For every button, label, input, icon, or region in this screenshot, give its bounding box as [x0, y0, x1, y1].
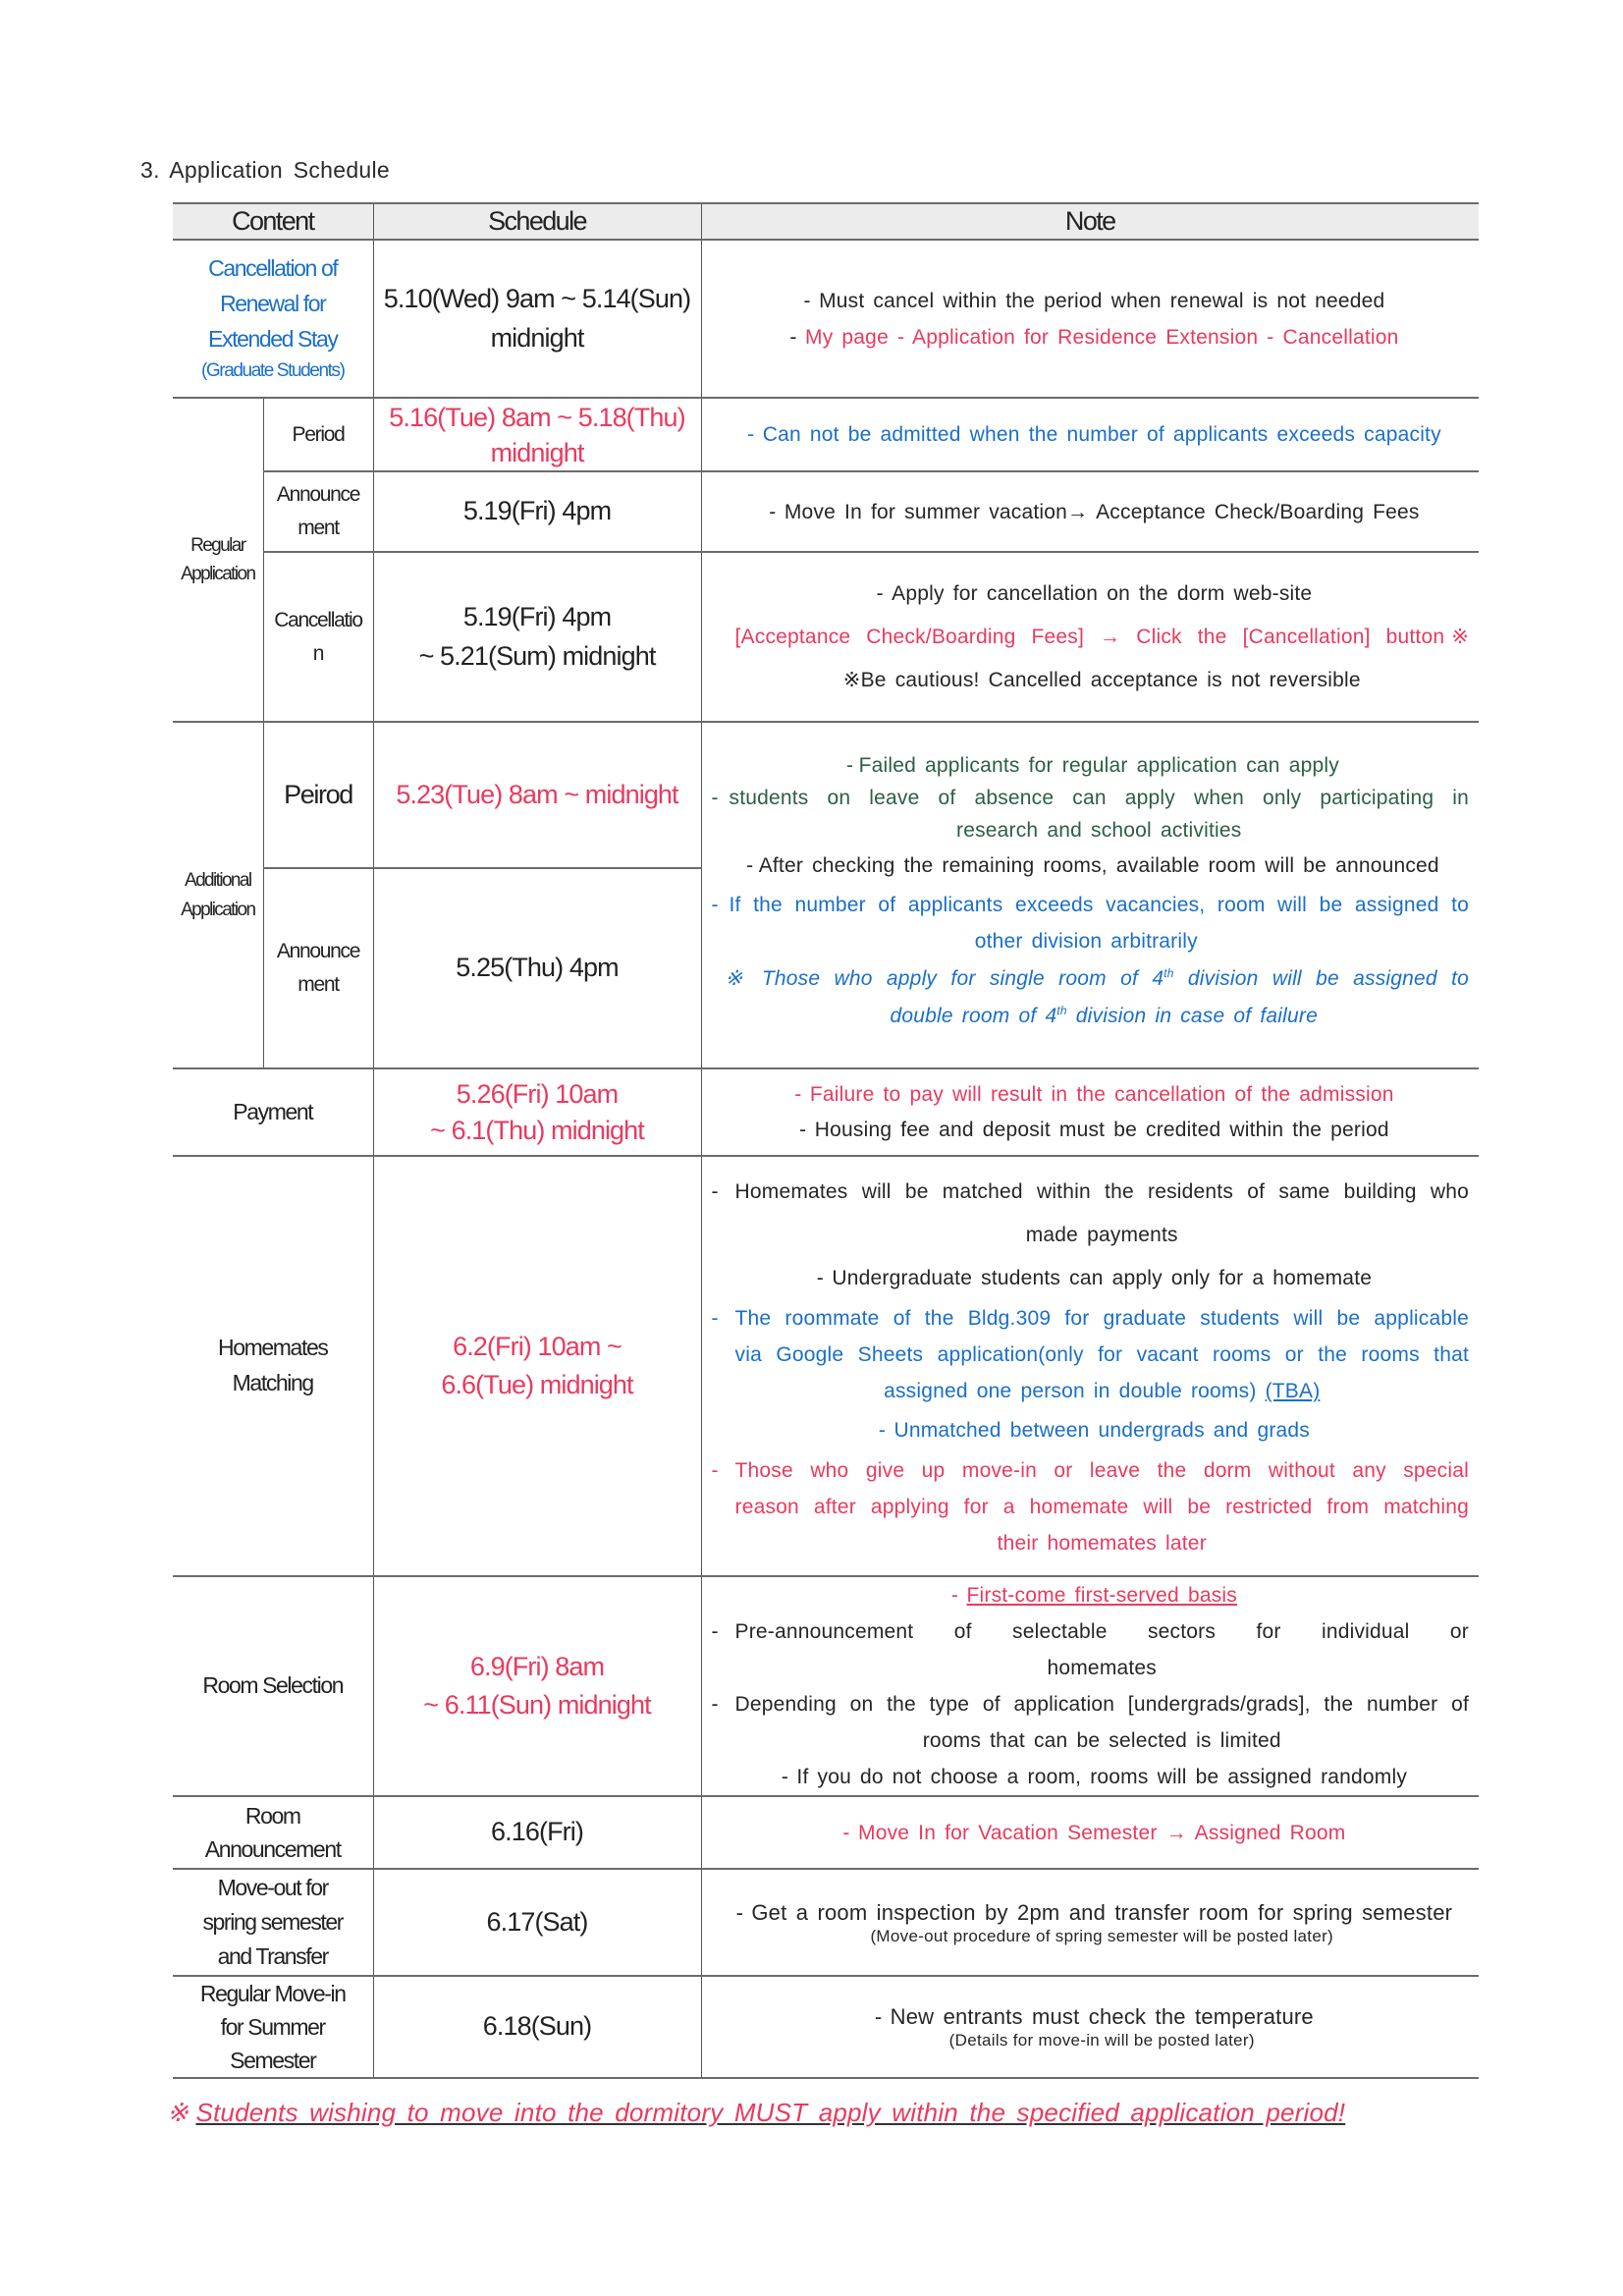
schedule-line: midnight [490, 322, 584, 353]
note-cell [701, 1796, 1479, 1869]
schedule-line: 5.26(Fri) 10am [456, 1078, 619, 1109]
subcontent-line: Announce [276, 483, 360, 507]
note-text: The roommate of the Bldg.309 for graduate students will be applicable [734, 1307, 1469, 1330]
content-cell: Payment [173, 1068, 373, 1156]
table-row-additional-period [173, 722, 1479, 868]
schedule-cell: 5.23(Tue) 8am ~ midnight [373, 722, 701, 868]
note-line [712, 1525, 1470, 1561]
table-row-regular-announcement [173, 471, 1479, 552]
note-text: Undergraduate students can apply only for a homemate [832, 1267, 1373, 1289]
header-schedule: Schedule [373, 203, 701, 240]
note-text: other division arbitrarily [974, 929, 1198, 953]
note-line: - Get a room inspection by 2pm and transfer room for spring semester [735, 1899, 1453, 1925]
content-cell [173, 1869, 373, 1976]
content-cell [173, 1156, 373, 1576]
note-line [712, 1337, 1470, 1373]
content-line: Homemates [218, 1335, 328, 1361]
note-text: division in case of failure [1066, 1004, 1318, 1027]
note-text: Must cancel within the period when renewal is not needed [819, 289, 1385, 312]
schedule-line: ~ 5.21(Sum) midnight [418, 640, 656, 671]
note-line: - Undergraduate students can apply only for a homemate [816, 1267, 1373, 1289]
note-line: - Move In for summer vacation→ Acceptance Check/Boarding Fees [769, 500, 1420, 523]
content-line: Cancellation of [208, 255, 338, 282]
footer-warning-text: Students wishing to move into the dormitory MUST apply within the specified application period! [195, 2098, 1346, 2127]
schedule-cell: 6.17(Sat) [373, 1869, 701, 1976]
note-line: - My page - Application for Residence Extension - Cancellation [789, 325, 1399, 349]
note-text: Depending on the type of application [undergrads/grads], the number of [734, 1693, 1469, 1716]
note-text: ※Be cautious! Cancelled acceptance is not reversible [842, 668, 1361, 691]
note-line: - Homemates will be matched within the residents of same building who [711, 1180, 1469, 1203]
subcontent-line: Announce [276, 940, 360, 963]
note-text: If you do not choose a room, rooms will be assigned randomly [796, 1766, 1408, 1788]
subcontent-cell: Period [263, 398, 373, 471]
schedule-line: 5.10(Wed) 9am ~ 5.14(Sun) [383, 284, 691, 314]
content-line: for Summer [220, 2014, 325, 2040]
note-line: - Pre-announcement of selectable sectors for individual or [711, 1620, 1469, 1643]
schedule-line: ~ 6.11(Sun) midnight [423, 1690, 651, 1720]
note-text: After checking the remaining rooms, available room will be announced [758, 853, 1439, 877]
table-row-move-in [173, 1976, 1479, 2078]
table-row-renewal-cancellation [173, 240, 1479, 398]
note-line: - Can not be admitted when the number of applicants exceeds capacity [747, 423, 1441, 446]
table-row-move-out [173, 1869, 1479, 1976]
schedule-cell: 6.16(Fri) [373, 1796, 701, 1869]
content-line: Renewal for [220, 290, 326, 316]
note-line: - Those who give up move-in or leave the dorm without any special [711, 1459, 1469, 1482]
content-line: Extended Stay [208, 325, 338, 352]
note-text: Failure to pay will result in the cancellation of the admission [809, 1082, 1394, 1106]
note-line [712, 1722, 1470, 1759]
note-text: Failed applicants for regular application can apply [858, 753, 1339, 777]
note-text: students on leave of absence can apply when only participating in [729, 786, 1469, 809]
note-line: - First-come first-served basis [950, 1584, 1237, 1607]
group-cell-regular-application [173, 398, 263, 722]
content-line: Regular Move-in [199, 1981, 346, 2006]
content-line: Matching [232, 1370, 313, 1395]
schedule-line: 5.19(Fri) 4pm [462, 602, 612, 632]
note-line: - Failure to pay will result in the cancellation of the admission [794, 1082, 1394, 1106]
schedule-line: ~ 6.1(Thu) midnight [430, 1115, 644, 1145]
note-text: Apply for cancellation on the dorm web-site [892, 581, 1313, 605]
note-line: - After checking the remaining rooms, available room will be announced [746, 853, 1439, 877]
note-line [704, 925, 1470, 957]
note-line [712, 616, 1470, 659]
note-line [712, 1373, 1470, 1409]
note-text: division will be assigned to [1173, 966, 1470, 990]
note-line [712, 1650, 1470, 1686]
header-note: Note [701, 203, 1479, 240]
schedule-cell: 5.25(Thu) 4pm [373, 868, 701, 1068]
note-text: made payments [1025, 1224, 1178, 1246]
content-line: and Transfer [217, 1943, 328, 1969]
note-line: - Depending on the type of application [undergrads/grads], the number of [711, 1693, 1469, 1716]
reference-mark-icon: ※ [167, 2098, 189, 2127]
note-text: via Google Sheets application(only for vacant rooms or the rooms that [734, 1343, 1469, 1366]
subcontent-cell [263, 552, 373, 722]
note-text: assigned one person in double rooms) [884, 1380, 1266, 1402]
note-line: - Unmatched between undergrads and grads [878, 1419, 1311, 1442]
subcontent-cell [263, 471, 373, 552]
table-header-row [173, 203, 1479, 240]
note-cell [701, 1068, 1479, 1156]
note-line: - Must cancel within the period when renewal is not needed [803, 289, 1385, 312]
note-text: homemates [1047, 1657, 1158, 1679]
note-small: (Move-out procedure of spring semester will be posted later) [870, 1926, 1334, 1945]
note-text: rooms that can be selected is limited [922, 1729, 1281, 1752]
note-text: Homemates will be matched within the residents of same building who [734, 1180, 1469, 1203]
schedule-line: 6.2(Fri) 10am ~ [453, 1332, 622, 1361]
group-line: Application [181, 899, 255, 920]
group-line: Regular [190, 534, 245, 556]
note-text: Move In for Vacation Semester → Assigned Room [858, 1821, 1346, 1844]
superscript: th [1163, 965, 1174, 980]
schedule-line: midnight [490, 437, 584, 467]
schedule-line: 6.9(Fri) 8am [469, 1652, 605, 1681]
content-line: Room [244, 1803, 300, 1829]
note-line: - Housing fee and deposit must be credited within the period [799, 1118, 1389, 1141]
content-line: Announcement [204, 1836, 341, 1862]
content-line: Semester [230, 2048, 316, 2073]
note-text: reason after applying for a homemate will be restricted from matching [734, 1496, 1469, 1518]
note-line: - New entrants must check the temperature [874, 2004, 1314, 2029]
schedule-cell [373, 398, 701, 471]
content-cell [173, 240, 373, 398]
note-cell [701, 1156, 1479, 1576]
schedule-line: 6.6(Tue) midnight [441, 1370, 633, 1399]
subcontent-cell: Peirod [263, 722, 373, 868]
note-line: - If the number of applicants exceeds vacancies, room will be assigned to [711, 893, 1469, 916]
content-cell: Room Selection [173, 1576, 373, 1796]
subcontent-line: ment [298, 517, 339, 539]
table-row-regular-period [173, 398, 1479, 471]
table-row-room-selection [173, 1576, 1479, 1796]
content-cell [173, 1976, 373, 2078]
note-line: - students on leave of absence can apply when only participating in [711, 786, 1469, 809]
superscript: th [1056, 1003, 1067, 1017]
note-cell [701, 1576, 1479, 1796]
note-line: - Apply for cancellation on the dorm web-site [876, 581, 1313, 605]
note-line [712, 995, 1470, 1032]
schedule-cell [373, 1576, 701, 1796]
note-text: Housing fee and deposit must be credited within the period [814, 1118, 1389, 1141]
subcontent-cell [263, 868, 373, 1068]
group-cell-additional-application [173, 722, 263, 1068]
table-row-homemates-matching [173, 1156, 1479, 1576]
subcontent-line: n [312, 641, 324, 665]
note-text: My page - Application for Residence Extension - Cancellation [805, 325, 1399, 349]
schedule-cell [373, 240, 701, 398]
reference-mark: ※ [725, 966, 748, 990]
note-text: research and school activities [956, 818, 1242, 842]
note-line [712, 957, 1470, 995]
footer-warning [167, 2098, 1483, 2128]
note-cell [701, 552, 1479, 722]
note-text: Those who apply for single room of 4 [761, 966, 1164, 990]
schedule-cell [373, 1068, 701, 1156]
note-line [712, 814, 1470, 847]
note-cell [701, 1869, 1479, 1976]
note-text: Can not be admitted when the number of applicants exceeds capacity [762, 423, 1441, 446]
note-text: Get a room inspection by 2pm and transfer room for spring semester [751, 1899, 1453, 1925]
table-row-regular-cancellation [173, 552, 1479, 722]
note-text: their homemates later [997, 1532, 1207, 1555]
note-cell [701, 1976, 1479, 2078]
note-text: Those who give up move-in or leave the dorm without any special [734, 1459, 1469, 1482]
note-text: Pre-announcement of selectable sectors for individual or [734, 1620, 1469, 1643]
content-line: spring semester [202, 1909, 344, 1935]
note-cell [701, 240, 1479, 398]
table-row-room-announcement [173, 1796, 1479, 1869]
schedule-cell [373, 1156, 701, 1576]
note-line: - Failed applicants for regular application can apply [845, 753, 1339, 777]
schedule-cell: 5.19(Fri) 4pm [373, 471, 701, 552]
note-text: Unmatched between undergrads and grads [893, 1419, 1311, 1442]
note-line [712, 659, 1470, 702]
note-text: double room of 4 [890, 1004, 1057, 1027]
section-title: 3. Application Schedule [140, 157, 391, 183]
note-line [712, 1489, 1470, 1525]
application-schedule-table [173, 202, 1479, 2079]
subcontent-line: ment [298, 973, 339, 996]
note-text: New entrants must check the temperature [890, 2004, 1314, 2029]
schedule-cell: 6.18(Sun) [373, 1976, 701, 2078]
note-cell [701, 722, 1479, 1068]
note-text: [Acceptance Check/Boarding Fees] → Click the [Cancellation] button※ [734, 625, 1469, 648]
note-line: - If you do not choose a room, rooms will be assigned randomly [781, 1766, 1408, 1788]
note-text: Move In for summer vacation→ Acceptance Check/Boarding Fees [784, 500, 1420, 523]
tba-label: (TBA) [1265, 1380, 1321, 1402]
note-line [712, 1214, 1470, 1257]
header-content: Content [173, 203, 373, 240]
note-line: - The roommate of the Bldg.309 for graduate students will be applicable [711, 1307, 1469, 1330]
schedule-cell [373, 552, 701, 722]
note-text: If the number of applicants exceeds vacancies, room will be assigned to [729, 893, 1469, 916]
content-cell [173, 1796, 373, 1869]
content-line: Move-out for [217, 1875, 328, 1900]
note-cell [701, 471, 1479, 552]
table-row-payment [173, 1068, 1479, 1156]
group-line: Application [181, 564, 255, 584]
group-line: Additional [185, 870, 251, 892]
note-line: - Move In for Vacation Semester → Assigned Room [842, 1821, 1346, 1844]
content-subline: (Graduate Students) [200, 360, 345, 382]
schedule-line: 5.16(Tue) 8am ~ 5.18(Thu) [389, 402, 685, 432]
note-cell [701, 398, 1479, 471]
subcontent-line: Cancellatio [274, 608, 362, 631]
note-text: First-come first-served basis [966, 1584, 1237, 1607]
note-small: (Details for move-in will be posted later) [948, 2031, 1255, 2050]
